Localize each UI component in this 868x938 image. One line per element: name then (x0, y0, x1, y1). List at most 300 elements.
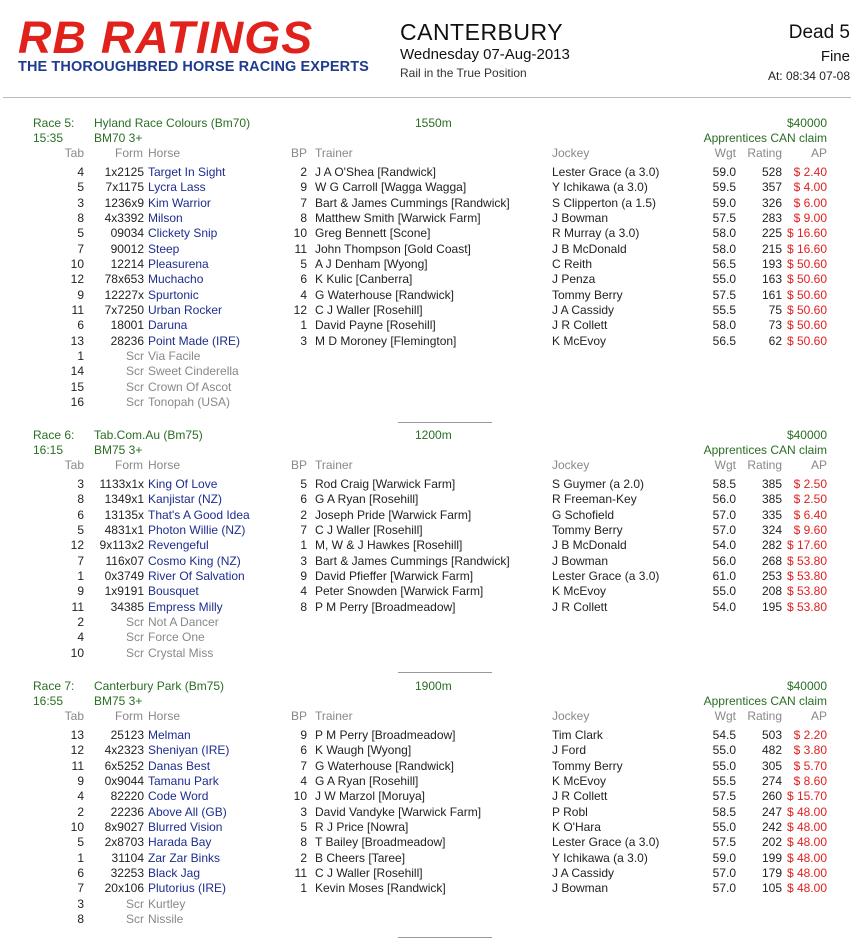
runner-trainer: Bart & James Cummings [Randwick] (315, 553, 510, 568)
runner-price: $ 50.60 (786, 256, 827, 271)
runner-weight: 55.0 (712, 819, 736, 834)
runner-form: 4x3392 (104, 210, 144, 225)
runner-rating: 324 (761, 522, 782, 537)
runner-rating: 357 (761, 180, 782, 195)
runner-weight: 58.0 (712, 241, 736, 256)
runner-price: $ 53.80 (786, 584, 827, 599)
runner-rating: 335 (761, 507, 782, 522)
runner-rating: 268 (761, 553, 782, 568)
runner-horse[interactable]: Melman (148, 728, 191, 742)
runner-trainer: R J Price [Nowra] (315, 819, 409, 834)
race-prize: $40000 (786, 428, 827, 442)
col-header-bp: BP (291, 458, 308, 472)
runner-tab: 11 (71, 302, 84, 317)
runner-jockey: Lester Grace (a 3.0) (552, 835, 660, 850)
logo-text: RB RATINGS (18, 12, 314, 63)
runner-rating: 75 (768, 302, 782, 317)
runner-horse[interactable]: Sheniyan (IRE) (148, 743, 230, 758)
runner-price: $ 48.00 (786, 804, 827, 819)
runner-barrier: 8 (300, 210, 307, 225)
runner-jockey: K McEvoy (552, 584, 607, 599)
runner-weight: 59.5 (712, 180, 736, 195)
col-header-trainer: Trainer (315, 146, 353, 160)
runner-trainer: M D Moroney [Flemington] (315, 333, 457, 348)
scratched-tab: 2 (77, 614, 84, 629)
scratched-row (0, 646, 868, 661)
col-header-ap: AP (810, 709, 827, 723)
runner-rating: 73 (768, 318, 782, 333)
runner-jockey: Tommy Berry (552, 287, 623, 302)
scratched-flag: Scr (126, 645, 144, 660)
col-header-wgt: Wgt (714, 458, 736, 472)
runner-jockey: P Robl (552, 804, 588, 819)
runner-rating: 199 (761, 850, 782, 865)
runner-jockey: C Reith (552, 256, 593, 271)
runner-trainer: G Waterhouse [Randwick] (315, 758, 454, 773)
runner-row (0, 165, 868, 180)
runner-weight: 58.0 (712, 226, 736, 241)
runner-barrier: 9 (300, 728, 307, 742)
runner-tab: 1 (77, 568, 84, 583)
runner-weight: 57.5 (712, 789, 736, 804)
runner-row (0, 835, 868, 850)
runner-trainer: A J Denham [Wyong] (315, 256, 428, 271)
runner-trainer: Rod Craig [Warwick Farm] (315, 477, 456, 491)
runner-horse[interactable]: Danas Best (148, 758, 211, 773)
runner-price: $ 5.70 (793, 758, 827, 773)
runner-barrier: 2 (300, 507, 307, 522)
runner-trainer: C J Waller [Rosehill] (315, 865, 423, 880)
runner-tab: 5 (77, 180, 84, 195)
runner-trainer: Bart & James Cummings [Randwick] (315, 195, 510, 210)
runner-trainer: G Waterhouse [Randwick] (315, 287, 454, 302)
runner-barrier: 5 (300, 477, 307, 491)
runner-barrier: 1 (300, 881, 307, 896)
runner-barrier: 9 (300, 568, 307, 583)
runner-horse[interactable]: Harada Bay (148, 835, 212, 850)
runner-tab: 1 (77, 850, 84, 865)
runner-row (0, 180, 868, 195)
runner-price: $ 2.20 (793, 728, 827, 742)
runner-horse[interactable]: Code Word (148, 789, 209, 804)
runner-horse[interactable]: Zar Zar Binks (148, 850, 221, 865)
runner-price: $ 53.80 (786, 568, 827, 583)
runner-horse[interactable]: That's A Good Idea (148, 507, 250, 522)
runner-form: 6x5252 (104, 758, 144, 773)
race-time: 16:55 (33, 694, 64, 708)
scratched-flag: Scr (126, 394, 144, 409)
runner-rating: 503 (761, 728, 782, 742)
runner-price: $ 16.60 (786, 226, 827, 241)
runner-rating: 242 (761, 819, 782, 834)
runner-form: 7x1175 (105, 180, 144, 195)
runner-rating: 385 (761, 477, 782, 491)
scratched-flag: Scr (126, 630, 144, 645)
runner-horse[interactable]: Clickety Snip (148, 226, 218, 241)
runner-jockey: J A Cassidy (552, 302, 615, 317)
runner-horse[interactable]: Kanjistar (NZ) (148, 492, 223, 507)
runner-form: 1349x1 (104, 492, 144, 507)
runner-price: $ 4.00 (793, 180, 827, 195)
runner-barrier: 3 (300, 553, 307, 568)
runner-rating: 193 (761, 256, 782, 271)
runner-horse[interactable]: Target In Sight (148, 165, 226, 179)
runner-jockey: K O'Hara (552, 819, 601, 834)
runner-barrier: 4 (300, 584, 307, 599)
runner-tab: 8 (77, 492, 84, 507)
runner-rating: 179 (761, 865, 782, 880)
scratched-row (0, 380, 868, 395)
runner-price: $ 2.50 (793, 492, 827, 507)
runner-row (0, 288, 868, 303)
scratched-horse: Via Facile (148, 348, 201, 363)
runner-row (0, 728, 868, 743)
runner-barrier: 8 (300, 599, 307, 614)
runner-horse[interactable]: Plutorius (IRE) (148, 881, 227, 896)
runner-weight: 57.0 (712, 881, 736, 896)
runner-rating: 283 (761, 210, 782, 225)
header-divider (3, 97, 851, 98)
runner-weight: 57.5 (712, 835, 736, 850)
runner-horse[interactable]: River Of Salvation (148, 568, 245, 583)
scratched-horse: Kurtley (148, 896, 186, 911)
runner-form: 25123 (110, 728, 144, 742)
runner-weight: 57.0 (712, 507, 736, 522)
runner-horse[interactable]: Steep (148, 241, 180, 256)
runner-row (0, 866, 868, 881)
runner-price: $ 8.60 (793, 773, 827, 788)
runner-form: 4831x1 (104, 522, 144, 537)
runner-row (0, 477, 868, 492)
runner-price: $ 48.00 (786, 881, 827, 896)
runner-tab: 3 (77, 477, 84, 491)
runner-row (0, 242, 868, 257)
runner-price: $ 2.50 (793, 477, 827, 491)
runner-price: $ 3.80 (793, 743, 827, 758)
race-name: Hyland Race Colours (Bm70) (94, 116, 251, 130)
runner-jockey: Tommy Berry (552, 522, 623, 537)
scratched-horse: Nissile (148, 911, 184, 926)
runner-price: $ 50.60 (786, 333, 827, 348)
runner-weight: 59.0 (712, 165, 736, 179)
col-header-trainer: Trainer (315, 709, 353, 723)
col-header-ap: AP (810, 458, 827, 472)
race-distance: 1550m (415, 116, 452, 130)
runner-horse[interactable]: Above All (GB) (148, 804, 227, 819)
runner-price: $ 53.80 (786, 553, 827, 568)
runner-horse[interactable]: Black Jag (148, 865, 201, 880)
runner-row (0, 272, 868, 287)
scratched-flag: Scr (126, 379, 144, 394)
runner-weight: 55.5 (712, 773, 736, 788)
runner-form: 78x653 (104, 272, 144, 287)
runner-horse[interactable]: Milson (148, 210, 183, 225)
apprentices-note: Apprentices CAN claim (703, 443, 827, 457)
runner-horse[interactable]: Lycra Lass (148, 180, 206, 195)
runner-trainer: P M Perry [Broadmeadow] (315, 728, 456, 742)
runner-weight: 54.0 (712, 538, 736, 553)
scratched-tab: 4 (77, 630, 84, 645)
runner-row (0, 569, 868, 584)
runner-price: $ 48.00 (786, 850, 827, 865)
col-header-bp: BP (291, 146, 308, 160)
runner-barrier: 6 (300, 492, 307, 507)
runner-horse[interactable]: Photon Willie (NZ) (148, 522, 246, 537)
runner-horse[interactable]: Empress Milly (148, 599, 223, 614)
runner-row (0, 600, 868, 615)
scratched-tab: 8 (77, 911, 84, 926)
runner-barrier: 2 (300, 165, 307, 179)
runner-barrier: 7 (300, 195, 307, 210)
scratched-row (0, 615, 868, 630)
runner-barrier: 12 (293, 302, 307, 317)
scratched-row (0, 364, 868, 379)
col-header-jockey: Jockey (552, 458, 590, 472)
runner-tab: 2 (77, 804, 84, 819)
runner-form: 1x9191 (104, 584, 144, 599)
scratched-horse: Force One (148, 630, 205, 645)
runner-price: $ 16.60 (786, 241, 827, 256)
runner-price: $ 6.00 (793, 195, 827, 210)
runner-form: 4x2323 (104, 743, 144, 758)
track-rating: Dead 5 (788, 22, 850, 43)
runner-price: $ 9.60 (793, 522, 827, 537)
runner-trainer: Peter Snowden [Warwick Farm] (315, 584, 484, 599)
runner-row (0, 759, 868, 774)
runner-horse[interactable]: Daruna (148, 318, 188, 333)
runner-trainer: C J Waller [Rosehill] (315, 302, 423, 317)
runner-barrier: 5 (300, 256, 307, 271)
col-header-bp: BP (291, 709, 308, 723)
runner-form: 12214 (110, 256, 144, 271)
runner-horse[interactable]: Spurtonic (148, 287, 199, 302)
runner-row (0, 196, 868, 211)
scratched-horse: Crown Of Ascot (148, 379, 232, 394)
col-header-trainer: Trainer (315, 458, 353, 472)
col-header-horse: Horse (148, 458, 181, 472)
logo-tagline: THE THOROUGHBRED HORSE RACING EXPERTS (18, 59, 369, 75)
runner-weight: 56.5 (712, 256, 736, 271)
race-class: BM70 3+ (94, 131, 143, 145)
runner-weight: 57.0 (712, 522, 736, 537)
runner-tab: 6 (77, 865, 84, 880)
col-header-tab: Tab (64, 146, 84, 160)
scratched-horse: Not A Dancer (148, 614, 219, 629)
col-header-form: Form (115, 458, 143, 472)
runner-weight: 59.0 (712, 850, 736, 865)
race-prize: $40000 (786, 679, 827, 693)
runner-row (0, 851, 868, 866)
runner-horse[interactable]: Revengeful (148, 538, 209, 553)
runner-row (0, 508, 868, 523)
runner-rating: 482 (761, 743, 782, 758)
scratched-horse: Crystal Miss (148, 645, 214, 660)
runner-row (0, 334, 868, 349)
runner-horse[interactable]: Pleasurena (148, 256, 209, 271)
col-header-rating: Rating (747, 458, 782, 472)
scratched-flag: Scr (126, 614, 144, 629)
runner-tab: 4 (77, 789, 84, 804)
runner-rating: 62 (768, 333, 782, 348)
runner-horse[interactable]: Urban Rocker (148, 302, 223, 317)
runner-rating: 260 (761, 789, 782, 804)
runner-row (0, 881, 868, 896)
runner-jockey: S Clipperton (a 1.5) (552, 195, 657, 210)
runner-trainer: K Waugh [Wyong] (315, 743, 412, 758)
runner-jockey: J Bowman (552, 210, 609, 225)
race-time: 16:15 (33, 443, 64, 457)
runner-trainer: David Payne [Rosehill] (315, 318, 436, 333)
runner-horse[interactable]: Tamanu Park (148, 773, 219, 788)
runner-jockey: Tim Clark (552, 728, 603, 742)
runner-tab: 12 (70, 538, 84, 553)
runner-row (0, 554, 868, 569)
scratched-tab: 14 (70, 364, 84, 379)
race-separator (398, 422, 492, 423)
col-header-tab: Tab (64, 458, 84, 472)
runner-tab: 11 (71, 599, 84, 614)
runner-form: 20x106 (104, 881, 144, 896)
runner-row (0, 820, 868, 835)
runner-tab: 11 (71, 758, 84, 773)
runner-trainer: G A Ryan [Rosehill] (315, 773, 419, 788)
runner-horse[interactable]: Point Made (IRE) (148, 333, 241, 348)
runner-tab: 7 (77, 241, 84, 256)
runner-price: $ 6.40 (793, 507, 827, 522)
track-conditions (768, 22, 850, 83)
runner-jockey: Lester Grace (a 3.0) (552, 165, 660, 179)
scratched-flag: Scr (126, 911, 144, 926)
race-distance: 1200m (415, 428, 452, 442)
col-header-ap: AP (810, 146, 827, 160)
runner-rating: 385 (761, 492, 782, 507)
runner-horse[interactable]: Bousquet (148, 584, 199, 599)
runner-rating: 247 (761, 804, 782, 819)
runner-jockey: Tommy Berry (552, 758, 623, 773)
meeting-info (400, 19, 570, 80)
runner-horse[interactable]: Blurred Vision (148, 819, 223, 834)
runner-tab: 9 (77, 287, 84, 302)
runner-tab: 6 (77, 507, 84, 522)
runner-weight: 58.5 (712, 804, 736, 819)
runner-weight: 57.0 (712, 865, 736, 880)
runner-weight: 55.0 (712, 758, 736, 773)
runner-tab: 5 (77, 835, 84, 850)
runner-tab: 5 (77, 522, 84, 537)
runner-row (0, 584, 868, 599)
race-class: BM75 3+ (94, 443, 143, 457)
scratched-tab: 15 (70, 379, 84, 394)
runner-tab: 9 (77, 773, 84, 788)
runner-trainer: W G Carroll [Wagga Wagga] (315, 180, 467, 195)
runner-tab: 12 (70, 272, 84, 287)
runner-trainer: T Bailey [Broadmeadow] (315, 835, 446, 850)
runner-row (0, 226, 868, 241)
runner-form: 34385 (110, 599, 144, 614)
race-prize: $40000 (786, 116, 827, 130)
runner-rating: 326 (761, 195, 782, 210)
col-header-wgt: Wgt (714, 146, 736, 160)
race-number: Race 5: (33, 116, 75, 130)
runner-form: 1x2125 (104, 165, 144, 179)
runner-form: 22236 (110, 804, 144, 819)
col-header-horse: Horse (148, 709, 181, 723)
meeting-date: Wednesday 07-Aug-2013 (400, 46, 570, 63)
runner-row (0, 257, 868, 272)
runner-price: $ 53.80 (786, 599, 827, 614)
runner-rating: 208 (761, 584, 782, 599)
runner-form: 8x9027 (104, 819, 144, 834)
runner-jockey: S Guymer (a 2.0) (552, 477, 645, 491)
col-header-form: Form (115, 709, 143, 723)
runner-tab: 5 (77, 226, 84, 241)
runner-jockey: J R Collett (552, 318, 608, 333)
runner-form: 1133x1x (99, 477, 144, 491)
runner-form: 31104 (111, 850, 144, 865)
runner-row (0, 774, 868, 789)
runner-row (0, 743, 868, 758)
runner-horse[interactable]: King Of Love (148, 477, 218, 491)
runner-weight: 55.0 (712, 272, 736, 287)
scratched-tab: 10 (70, 645, 84, 660)
runner-weight: 57.5 (712, 210, 736, 225)
runner-weight: 56.0 (712, 553, 736, 568)
runner-price: $ 50.60 (786, 272, 827, 287)
runner-price: $ 15.70 (786, 789, 827, 804)
runner-barrier: 10 (293, 789, 307, 804)
runner-barrier: 8 (300, 835, 307, 850)
runner-rating: 274 (761, 773, 782, 788)
runner-tab: 7 (77, 881, 84, 896)
runner-weight: 58.0 (712, 318, 736, 333)
runner-price: $ 2.40 (793, 165, 827, 179)
runner-rating: 305 (761, 758, 782, 773)
runner-price: $ 48.00 (786, 835, 827, 850)
runner-horse[interactable]: Cosmo King (NZ) (148, 553, 241, 568)
runner-tab: 12 (70, 743, 84, 758)
runner-barrier: 7 (300, 758, 307, 773)
runner-price: $ 17.60 (786, 538, 827, 553)
runner-weight: 55.0 (712, 584, 736, 599)
runner-form: 13135x (104, 507, 144, 522)
runner-barrier: 10 (293, 226, 307, 241)
runner-weight: 61.0 (712, 568, 736, 583)
runner-weight: 54.5 (712, 728, 736, 742)
runner-jockey: J A Cassidy (552, 865, 615, 880)
runner-barrier: 4 (300, 773, 307, 788)
runner-trainer: J W Marzol [Moruya] (315, 789, 426, 804)
runner-jockey: J Ford (552, 743, 587, 758)
runner-barrier: 6 (300, 272, 307, 287)
runner-horse[interactable]: Kim Warrior (148, 195, 211, 210)
runner-form: 82220 (110, 789, 144, 804)
runner-price: $ 50.60 (786, 302, 827, 317)
race-time: 15:35 (33, 131, 64, 145)
col-header-jockey: Jockey (552, 709, 590, 723)
runner-tab: 8 (77, 210, 84, 225)
runner-rating: 225 (761, 226, 782, 241)
logo (18, 12, 386, 75)
runner-trainer: C J Waller [Rosehill] (315, 522, 423, 537)
runner-weight: 59.0 (712, 195, 736, 210)
runner-tab: 10 (70, 819, 84, 834)
race-number: Race 7: (33, 679, 75, 693)
timestamp: At: 08:34 07-08 (767, 69, 850, 83)
race-separator (398, 672, 492, 673)
runner-rating: 195 (761, 599, 782, 614)
runner-rating: 215 (761, 241, 782, 256)
runner-horse[interactable]: Muchacho (148, 272, 204, 287)
